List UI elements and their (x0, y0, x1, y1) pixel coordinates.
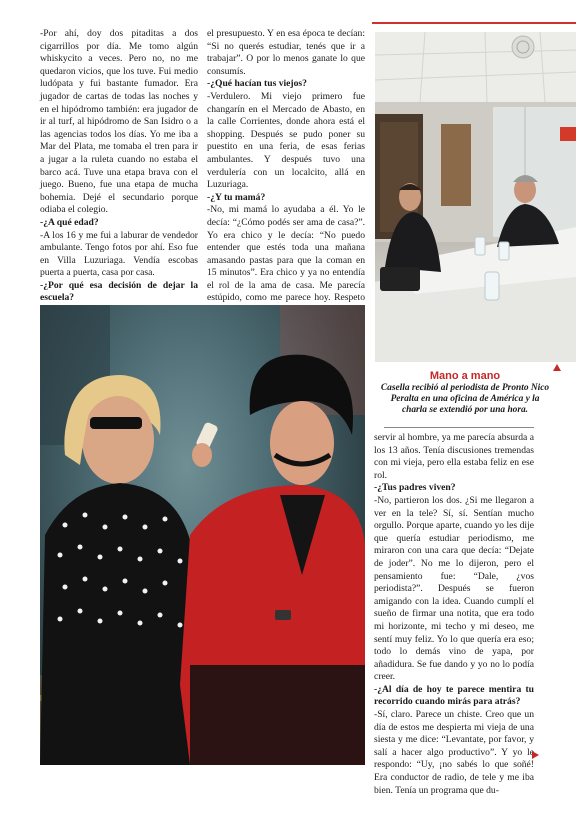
question: -¿Qué hacían tus viejos? (207, 78, 307, 90)
article-column-2 (207, 28, 365, 330)
article-column-3 (374, 432, 534, 797)
photo-office-interview (375, 32, 576, 362)
answer-paragraph: servir al hombre, ya me parecía absurda a los 13 años. Tenía discusiones tremendas con mi vieja, pero ella estaba feliz en ese rol. (374, 432, 534, 481)
answer-paragraph: -No, mi mamá lo ayudaba a él. Yo le decía: “¿Cómo podés ser ama de casa?”. Yo era chico y le decía: “No puedo entender que estés toda una mañana amasando pastas para que la coman en 15 minutos”. Era chico y ya no entendía el rol de la ama de casa. Me parecía estúpido, como me parece hoy. Respeto (207, 204, 365, 304)
answer-paragraph: el presupuesto. Y en esa época te decían: “Si no querés estudiar, tenés que ir a trabajar”. O por lo menos ganate lo que consumís. (207, 28, 365, 77)
answer-paragraph: -Sí, claro. Parece un chiste. Creo que un día de estos me despierta mi vieja de una siesta y me dice: “Levantate, por favor, y salí a hacer algo productivo”. Y yo le respondo: “Uy, ¡no sabés lo que soñé! Era conductor de radio, de tele y me iba bien. Tenía un programa que du- (374, 709, 534, 796)
top-accent-rule (372, 22, 576, 24)
answer-paragraph: -Verdulero. Mi viejo primero fue changarín en el Mercado de Abasto, en la calle Corrientes, donde ahora está el shopping. Después se pudo poner su puestito en una feria, de esas ferias ambulantes. Y después tuvo una verdulería con un localcito, allá en Luzuriaga. (207, 90, 365, 191)
question: -¿Por qué esa decisión de dejar la escuela? (40, 279, 198, 304)
question: -¿A qué edad? (40, 216, 99, 228)
continue-marker-icon (532, 751, 539, 759)
caption-body: Casella recibió al periodista de Pronto Nico Peralta en una oficina de América y la charla se extendió por una hora. (380, 383, 550, 416)
question: -¿Tus padres viven? (374, 482, 456, 494)
question: -¿Y tu mamá? (207, 191, 266, 203)
answer-paragraph: -A los 16 y me fui a laburar de vendedor ambulante. Tengo fotos por ahí. Eso fue en Villa Luzuriaga. Vendía escobas puerta a puerta, casa por casa. (40, 229, 198, 279)
question: -¿Al día de hoy te parece mentira tu recorrido cuando mirás para atrás? (374, 683, 534, 708)
article-column-1 (40, 28, 198, 343)
caption-divider (384, 427, 534, 428)
answer-paragraph: -Por ahí, doy dos pitaditas a dos cigarrillos por día. Me tomo algún whiskycito a veces. Pero no, no me quedaron vicios, que los tuve. Fui medio ludópata y fui bastante fumador. Era jugador de cartas de todas las noches y en el hipódromo también: era jugador de ir al turf, al hipódromo de San Isidro o a las agencias todos los días. Yo me iba a Mar del Plata, me tomaba el tren para ir a jugar a la ruleta cuando no estaba el barco acá. Tuve una etapa brava con el juego. Bueno, fue una etapa de mucha bohemia. Dejé el secundario porque odiaba el colegio. (40, 28, 198, 216)
photo-tv-stage (40, 305, 365, 765)
caption-marker-icon (553, 364, 561, 371)
answer-paragraph: -No, partieron los dos. ¿Si me llegaron a ver en la tele? Sí, sí. Sentían mucho orgullo. Porque aparte, cuando yo les dije que quería estudiar periodismo, me miraron con una cara que decía: “Dejate de joder”. No me lo dijeron, pero el pensamiento fue: “Dale, ¿vos periodista?”. Después se fueron amigando con la idea. Cuando cumplí el sueño de firmar una notita, que era todo mi horizonte, mi techo y mi deseo, me sentí muy feliz. Yo lo que quería era eso; todo lo demás vino de yapa, por añadidura. Se fue dando y yo no lo podía creer. (374, 494, 534, 683)
caption-title: Mano a mano (429, 370, 501, 382)
